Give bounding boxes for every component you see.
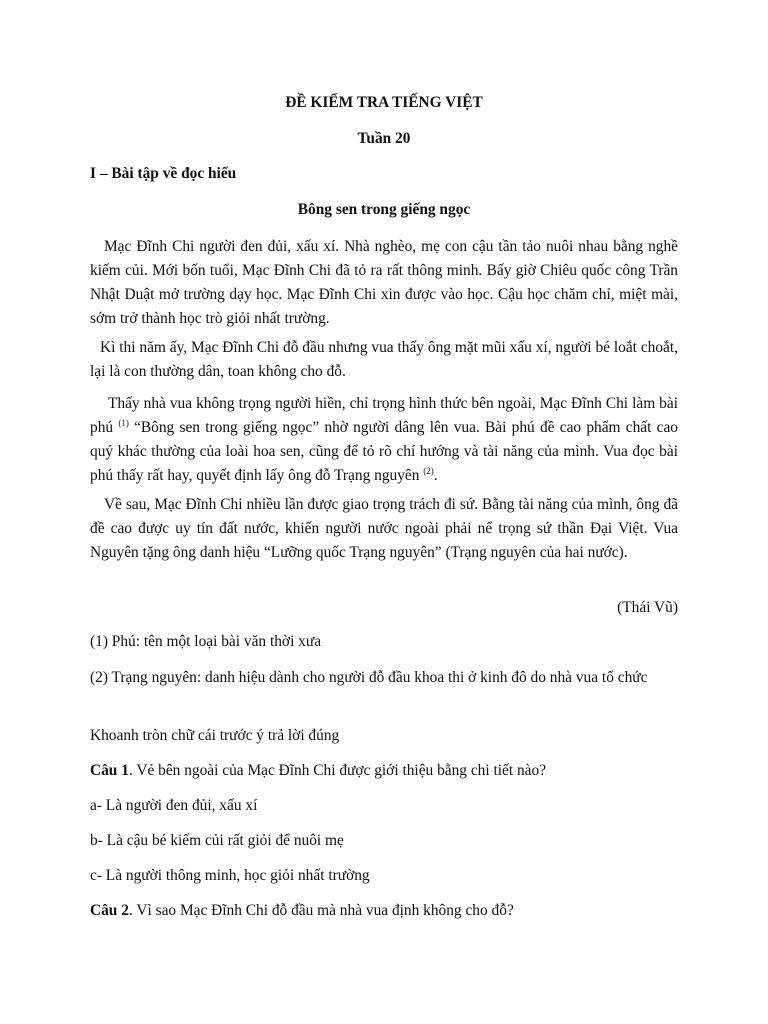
footnote-ref-1: (1) (118, 417, 129, 428)
footnote-1: (1) Phú: tên một loại bài văn thời xưa (90, 633, 322, 650)
question-1-option-b: b- Là cậu bé kiếm củi rất giỏi để nuôi mẹ (90, 832, 344, 849)
question-2 (90, 901, 678, 921)
question-2-label: Câu 2 (90, 902, 129, 919)
week-label: Tuần 20 (357, 130, 411, 147)
paragraph-2: Kì thi năm ấy, Mạc Đĩnh Chi đỗ đầu nhưng vua thấy ông mặt mũi xấu xí, người bé loắt choắt, lại là con thường dân, toan không cho đỗ. (90, 339, 678, 380)
question-2-text: . Vì sao Mạc Đĩnh Chi đỗ đầu mà nhà vua định không cho đỗ? (128, 902, 514, 919)
document-title: ĐỀ KIỂM TRA TIẾNG VIỆT (285, 94, 483, 111)
instruction-text: Khoanh tròn chữ cái trước ý trả lời đúng (90, 727, 340, 744)
paragraph-3 (90, 392, 678, 488)
question-1-option-c: c- Là người thông minh, học giỏi nhất trường (90, 867, 370, 884)
footnote-2: (2) Trạng nguyên: danh hiệu dành cho người đỗ đầu khoa thi ở kinh đô do nhà vua tổ chức (90, 669, 648, 686)
footnote-ref-2: (2) (423, 465, 434, 476)
question-1-option-a: a- Là người đen đủi, xấu xí (90, 797, 258, 814)
paragraph-3-part-b: “Bông sen trong giếng ngọc” nhờ người dâng lên vua. Bài phú đề cao phẩm chất cao quý khác thường của loài hoa sen, cũng để tỏ rõ chí hướng và tài năng của mình. Vua đọc bài phú thấy rất hay, quyết định lấy ông đỗ Trạng nguyên (90, 419, 678, 484)
paragraph-3-part-a: Thấy nhà vua không trọng người hiền, chỉ trọng hình thức bên ngoài, Mạc Đĩnh Chi làm bài phú (90, 395, 678, 436)
paragraph-3-part-c: . (433, 467, 438, 484)
question-1-text: . Vẻ bên ngoài của Mạc Đĩnh Chi được giới thiệu bằng chi tiết nào? (128, 762, 547, 779)
paragraph-4: Về sau, Mạc Đĩnh Chi nhiều lần được giao trọng trách đi sứ. Bằng tài năng của mình, ông đã đề cao được uy tín đất nước, khiến người nước ngoài phải nể trọng sứ thần Đại Việt. Vua Nguyên tặng ông danh hiệu “Lưỡng quốc Trạng nguyên” (Trạng nguyên của hai nước). (90, 496, 678, 561)
section-heading: I – Bài tập về đọc hiểu (90, 165, 237, 182)
question-1 (90, 761, 678, 781)
author-credit: (Thái Vũ) (617, 599, 678, 616)
paragraph-1: Mạc Đĩnh Chi người đen đủi, xấu xí. Nhà nghèo, mẹ con cậu tần tảo nuôi nhau bằng nghề kiếm củi. Mới bốn tuổi, Mạc Đĩnh Chi đã tỏ ra rất thông minh. Bấy giờ Chiêu quốc công Trần Nhật Duật mở trường dạy học. Mạc Đĩnh Chi xin được vào học. Cậu học chăm chỉ, miệt mài, sớm trở thành học trò giỏi nhất trường. (90, 238, 678, 327)
story-title: Bông sen trong giếng ngọc (297, 201, 471, 218)
question-1-label: Câu 1 (90, 762, 129, 779)
